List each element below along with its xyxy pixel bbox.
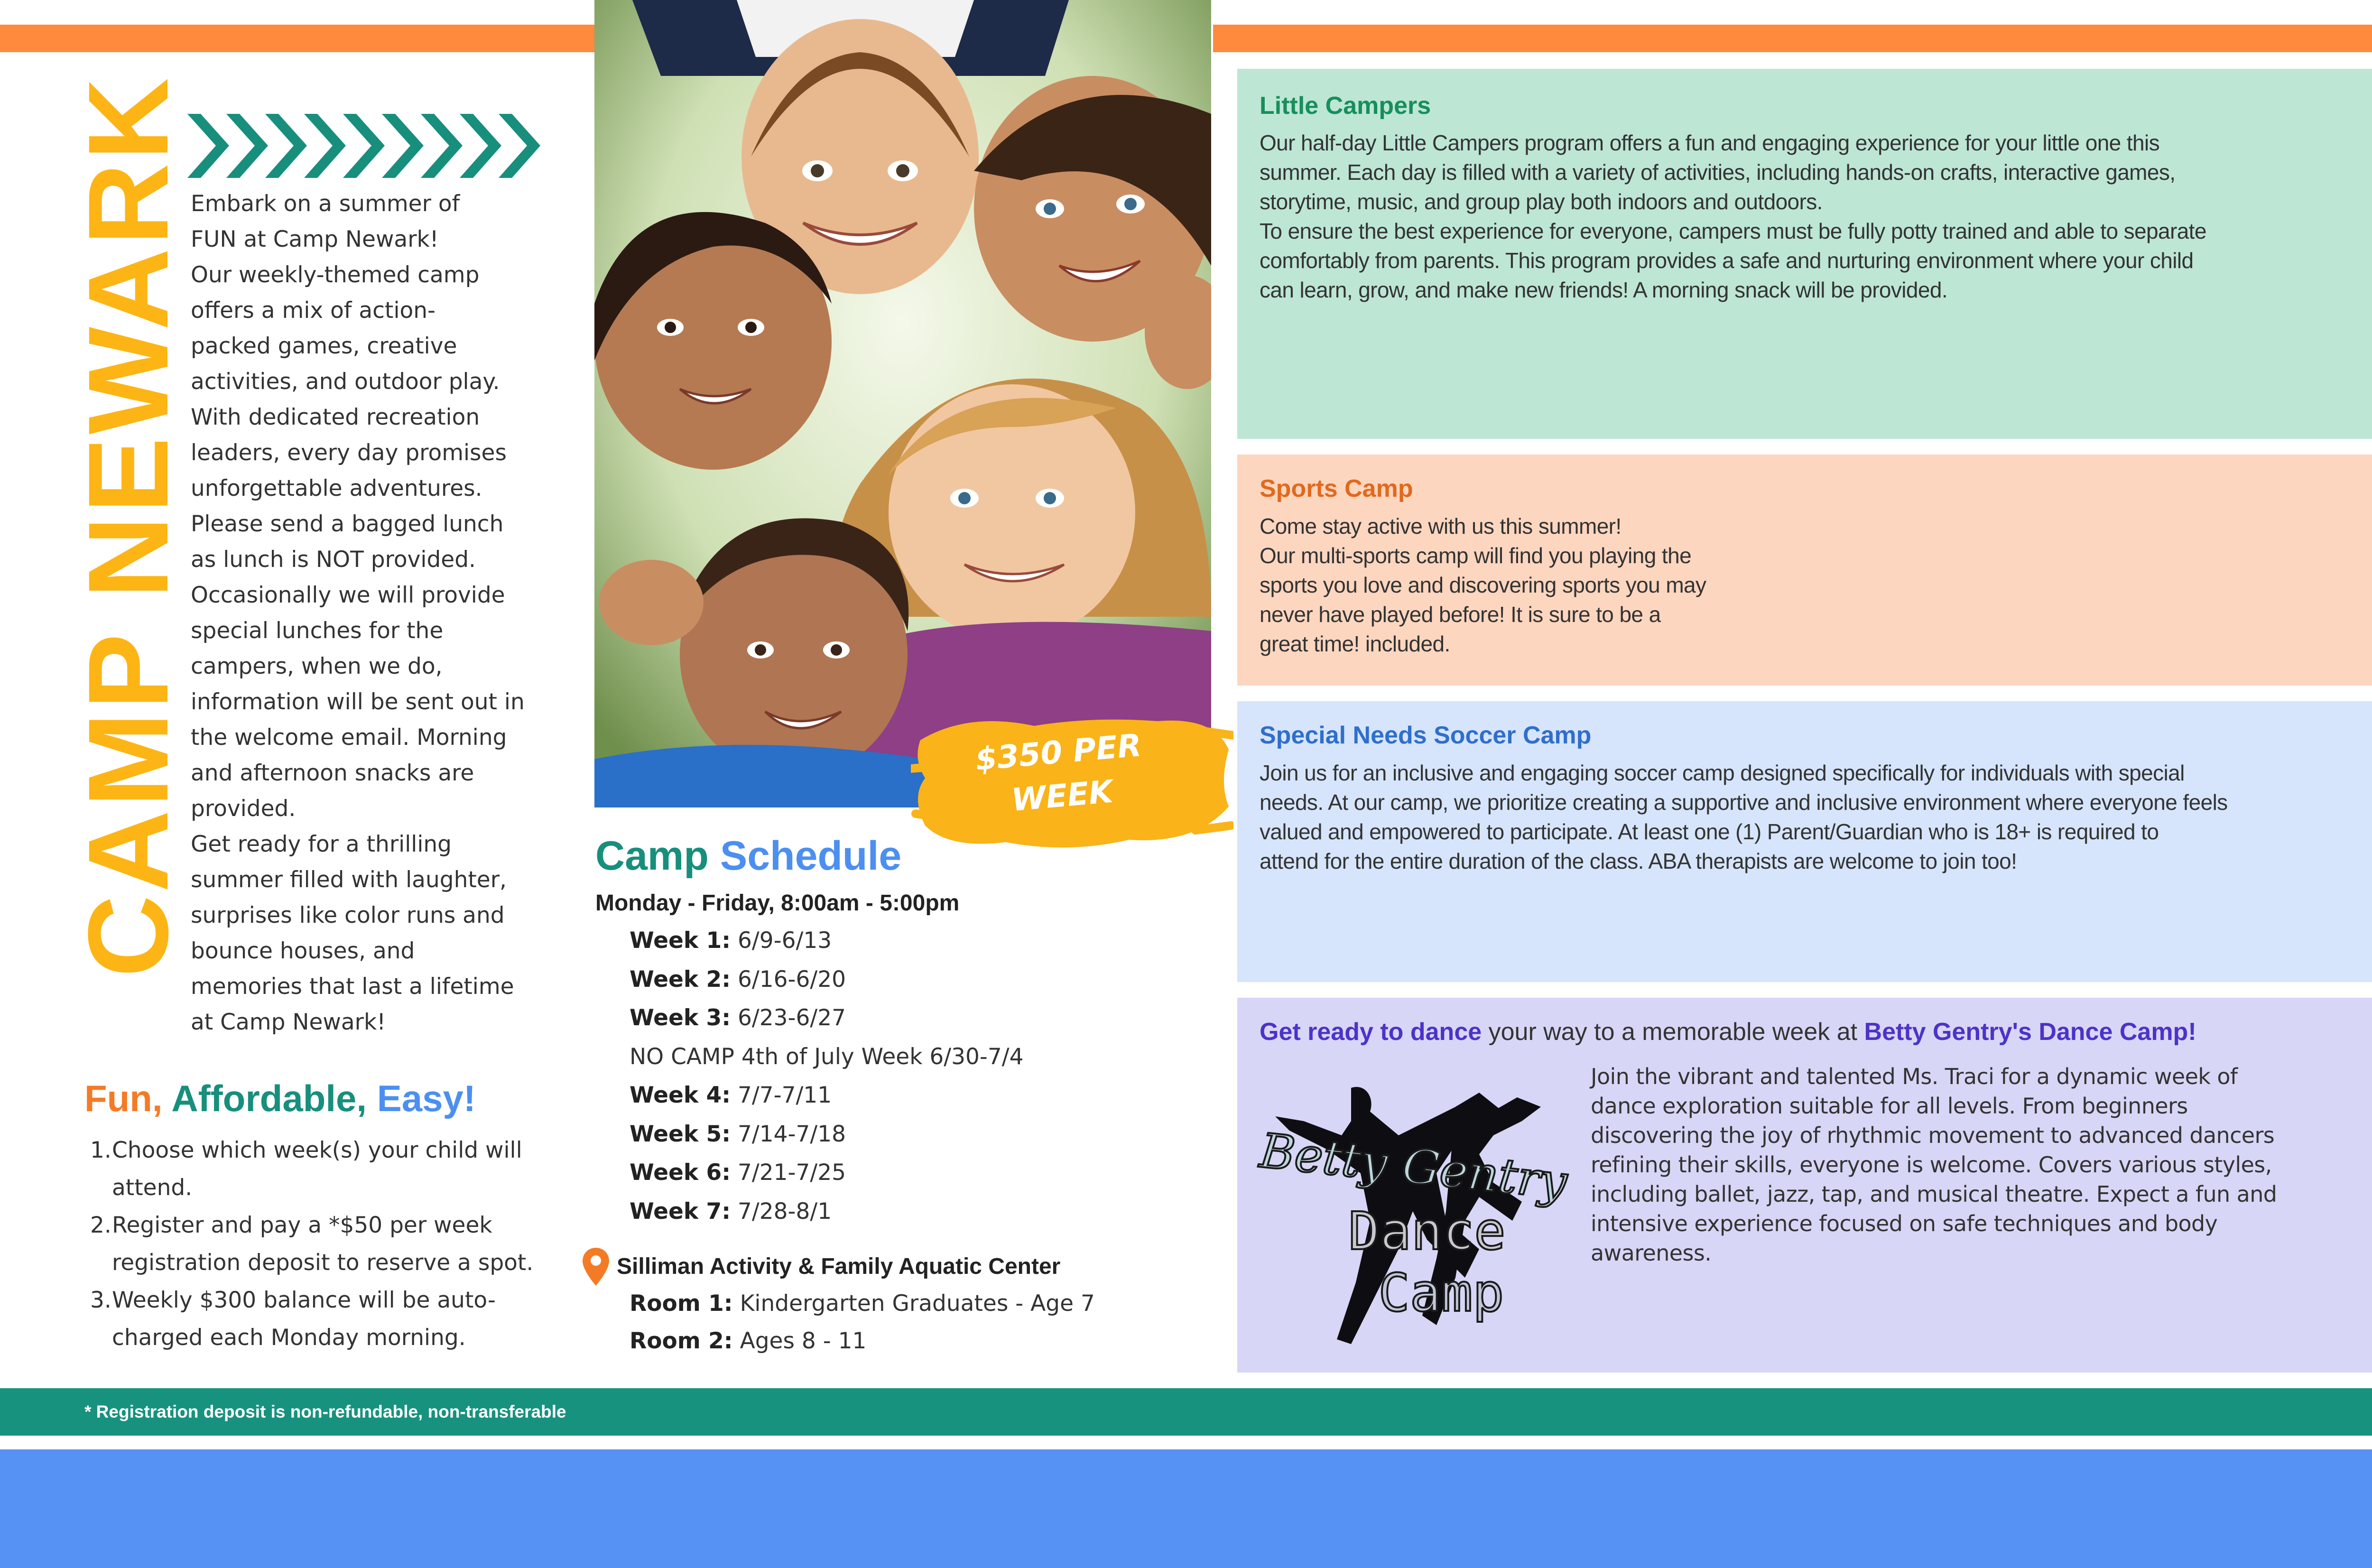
intro-line: Get ready for a thrilling — [191, 831, 452, 857]
intro-line: Our weekly-themed camp — [191, 262, 480, 288]
intro-line: information will be sent out in — [191, 689, 525, 715]
step-number: 3. — [90, 1287, 111, 1313]
intro-line: packed games, creative — [191, 333, 457, 359]
room-desc: Kindergarten Graduates - Age 7 — [740, 1290, 1095, 1317]
step-text: Weekly $300 balance will be auto- — [112, 1287, 496, 1313]
schedule-heading-camp: Camp — [595, 833, 709, 879]
dance-camp-panel — [1237, 998, 2372, 1373]
week-item — [630, 1115, 1024, 1154]
week-label: Week 6: — [630, 1160, 731, 1186]
intro-line: offers a mix of action- — [191, 297, 436, 324]
intro-line: Please send a bagged lunch — [191, 511, 504, 537]
sports-camp-body — [1260, 511, 1786, 659]
intro-line: the welcome email. Morning — [191, 724, 507, 751]
step-item — [90, 1281, 546, 1319]
little-campers-line: Our half-day Little Campers program offers a fun and engaging experience for your little one this — [1260, 130, 2160, 155]
intro-line: FUN at Camp Newark! — [191, 226, 439, 252]
sports-camp-line: great time! included. — [1260, 631, 1450, 656]
intro-line: bounce houses, and — [191, 938, 415, 964]
special-needs-line: needs. At our camp, we prioritize creating a supportive and inclusive environment where everyone feels — [1260, 790, 2228, 815]
sports-camp-line: sports you love and discovering sports you may — [1260, 573, 1706, 597]
step-number: 1. — [90, 1137, 111, 1163]
week-label: Week 1: — [630, 928, 731, 954]
step-number — [90, 1169, 112, 1206]
week-label: Week 2: — [630, 966, 731, 993]
intro-line: Embark on a summer of — [191, 191, 460, 217]
week-item — [630, 1192, 1024, 1231]
weeks-list — [630, 921, 1024, 1231]
step-item — [90, 1244, 546, 1281]
special-needs-soccer-body — [1260, 758, 2372, 876]
week-label: Week 7: — [630, 1198, 731, 1225]
top-orange-bar-right — [1213, 25, 2372, 52]
intro-line: as lunch is NOT provided. — [191, 547, 476, 573]
dance-camp-line: including ballet, jazz, tap, and musical theatre. Expect a fun and — [1591, 1181, 2277, 1207]
week-item — [630, 999, 1024, 1038]
week-dates: 7/14-7/18 — [738, 1121, 846, 1147]
dance-headline-b: your way to a memorable week at — [1482, 1018, 1864, 1046]
special-needs-line: valued and empowered to participate. At least one (1) Parent/Guardian who is 18+ is required to — [1260, 819, 2159, 844]
intro-line: surprises like color runs and — [191, 902, 505, 928]
dance-camp-body — [1591, 1062, 2369, 1268]
sports-camp-line: Our multi-sports camp will find you playing the — [1260, 543, 1692, 568]
week-item — [630, 1076, 1024, 1115]
week-item — [630, 960, 1024, 999]
special-needs-line: attend for the entire duration of the class. ABA therapists are welcome to join too! — [1260, 849, 2017, 873]
dance-camp-line: Join the vibrant and talented Ms. Traci for a dynamic week of — [1591, 1064, 2238, 1089]
week-dates: 6/23-6/27 — [738, 1005, 846, 1031]
week-item — [630, 1038, 1024, 1076]
little-campers-line: summer. Each day is filled with a variety of activities, including hands-on crafts, interactive games, — [1260, 160, 2176, 185]
room-label: Room 2: — [630, 1328, 733, 1354]
intro-paragraph — [191, 186, 547, 1040]
sports-camp-panel — [1237, 455, 2372, 686]
sports-camp-line: never have played before! It is sure to be a — [1260, 602, 1661, 627]
schedule-hours: Monday - Friday, 8:00am - 5:00pm — [595, 891, 960, 916]
deposit-footnote: * Registration deposit is non-refundable, non-transferable — [84, 1402, 566, 1421]
week-dates: 7/28-8/1 — [738, 1198, 832, 1225]
step-text: Choose which week(s) your child will — [112, 1137, 522, 1163]
step-text: attend. — [112, 1175, 193, 1201]
room-label: Room 1: — [630, 1290, 733, 1317]
step-text: registration deposit to reserve a spot. — [112, 1250, 534, 1276]
step-item — [90, 1319, 546, 1356]
intro-line: unforgettable adventures. — [191, 475, 482, 501]
intro-line: special lunches for the — [191, 618, 444, 644]
heading-fun: Fun, — [84, 1077, 163, 1119]
footer-blue-band — [0, 1449, 2372, 1568]
step-item — [90, 1206, 546, 1244]
top-orange-bar-left — [0, 25, 594, 52]
intro-line: With dedicated recreation — [191, 404, 480, 430]
heading-affordable: Affordable, — [171, 1077, 367, 1119]
rooms-list — [630, 1285, 1095, 1360]
map-pin-icon — [583, 1248, 609, 1286]
registration-steps-list — [90, 1132, 546, 1356]
dance-camp-line: refining their skills, everyone is welcome. Covers various styles, — [1591, 1152, 2272, 1178]
dance-camp-headline — [1260, 1018, 2196, 1046]
week-dates: 6/9-6/13 — [738, 928, 832, 954]
week-label: Week 4: — [630, 1082, 731, 1108]
dance-camp-line: awareness. — [1591, 1240, 1712, 1266]
little-campers-line: To ensure the best experience for everyone, campers must be fully potty trained and able to separate — [1260, 219, 2206, 243]
dance-logo-line-2: Dance — [1348, 1201, 1506, 1262]
little-campers-title: Little Campers — [1260, 92, 1431, 120]
price-line-2: WEEK — [1010, 773, 1114, 819]
dance-headline-a: Get ready to dance — [1260, 1018, 1482, 1046]
dance-camp-line: dance exploration suitable for all levels. From beginners — [1591, 1093, 2188, 1119]
step-item — [90, 1169, 546, 1206]
step-number — [90, 1319, 112, 1356]
chevron-arrows-icon — [187, 114, 572, 178]
price-line-1: $350 PER — [973, 727, 1143, 778]
little-campers-panel — [1237, 69, 2372, 439]
room-desc: Ages 8 - 11 — [740, 1328, 867, 1354]
week-item — [630, 1153, 1024, 1192]
step-item — [90, 1132, 546, 1169]
week-label: Week 3: — [630, 1005, 731, 1031]
step-number — [90, 1244, 112, 1281]
special-needs-soccer-title: Special Needs Soccer Camp — [1260, 722, 1592, 749]
week-dates: NO CAMP 4th of July Week 6/30-7/4 — [630, 1043, 1024, 1070]
intro-line: activities, and outdoor play. — [191, 369, 500, 395]
camp-title-vertical: CAMP NEWARK — [65, 75, 192, 977]
special-needs-soccer-panel — [1237, 701, 2372, 982]
schedule-heading-schedule: Schedule — [720, 833, 902, 879]
little-campers-line: comfortably from parents. This program provides a safe and nurturing environment where your child — [1260, 248, 2194, 273]
intro-line: and afternoon snacks are — [191, 760, 474, 786]
room-item — [630, 1322, 1095, 1360]
location-name: Silliman Activity & Family Aquatic Center — [617, 1254, 1061, 1279]
step-text: Register and pay a *$50 per week — [112, 1212, 492, 1238]
intro-line: leaders, every day promises — [191, 440, 507, 466]
little-campers-body — [1260, 128, 2372, 305]
dance-logo-line-3: Camp — [1378, 1262, 1504, 1323]
little-campers-line: storytime, music, and group play both indoors and outdoors. — [1260, 189, 1823, 214]
dance-headline-c: Betty Gentry's Dance Camp! — [1864, 1018, 2196, 1046]
intro-line: memories that last a lifetime — [191, 974, 514, 1000]
step-text: charged each Monday morning. — [112, 1325, 466, 1351]
heading-easy: Easy! — [377, 1077, 476, 1119]
dance-logo-line-1: Betty Gentry — [1257, 1123, 1569, 1210]
week-dates: 7/7-7/11 — [738, 1082, 832, 1108]
fun-affordable-easy-heading — [84, 1077, 476, 1120]
intro-line: campers, when we do, — [191, 653, 443, 679]
intro-line: Occasionally we will provide — [191, 582, 505, 608]
sports-camp-line: Come stay active with us this summer! — [1260, 514, 1621, 538]
intro-line: provided. — [191, 796, 296, 822]
week-dates: 6/16-6/20 — [738, 966, 846, 993]
sports-camp-title: Sports Camp — [1260, 475, 1413, 502]
week-label: Week 5: — [630, 1121, 731, 1147]
betty-gentry-dance-camp-logo — [1256, 1078, 1569, 1354]
camp-schedule-heading — [595, 833, 901, 880]
week-item — [630, 921, 1024, 960]
intro-line: at Camp Newark! — [191, 1009, 386, 1035]
dance-camp-line: intensive experience focused on safe techniques and body — [1591, 1211, 2218, 1236]
room-item — [630, 1285, 1095, 1322]
step-number: 2. — [90, 1212, 111, 1238]
little-campers-line: can learn, grow, and make new friends! A morning snack will be provided. — [1260, 278, 1948, 302]
special-needs-line: Join us for an inclusive and engaging soccer camp designed specifically for individuals with special — [1260, 761, 2185, 785]
intro-line: summer filled with laughter, — [191, 867, 507, 893]
dance-camp-line: discovering the joy of rhythmic movement to advanced dancers — [1591, 1123, 2275, 1148]
kids-huddle-photo — [594, 0, 1211, 807]
week-dates: 7/21-7/25 — [738, 1160, 846, 1186]
